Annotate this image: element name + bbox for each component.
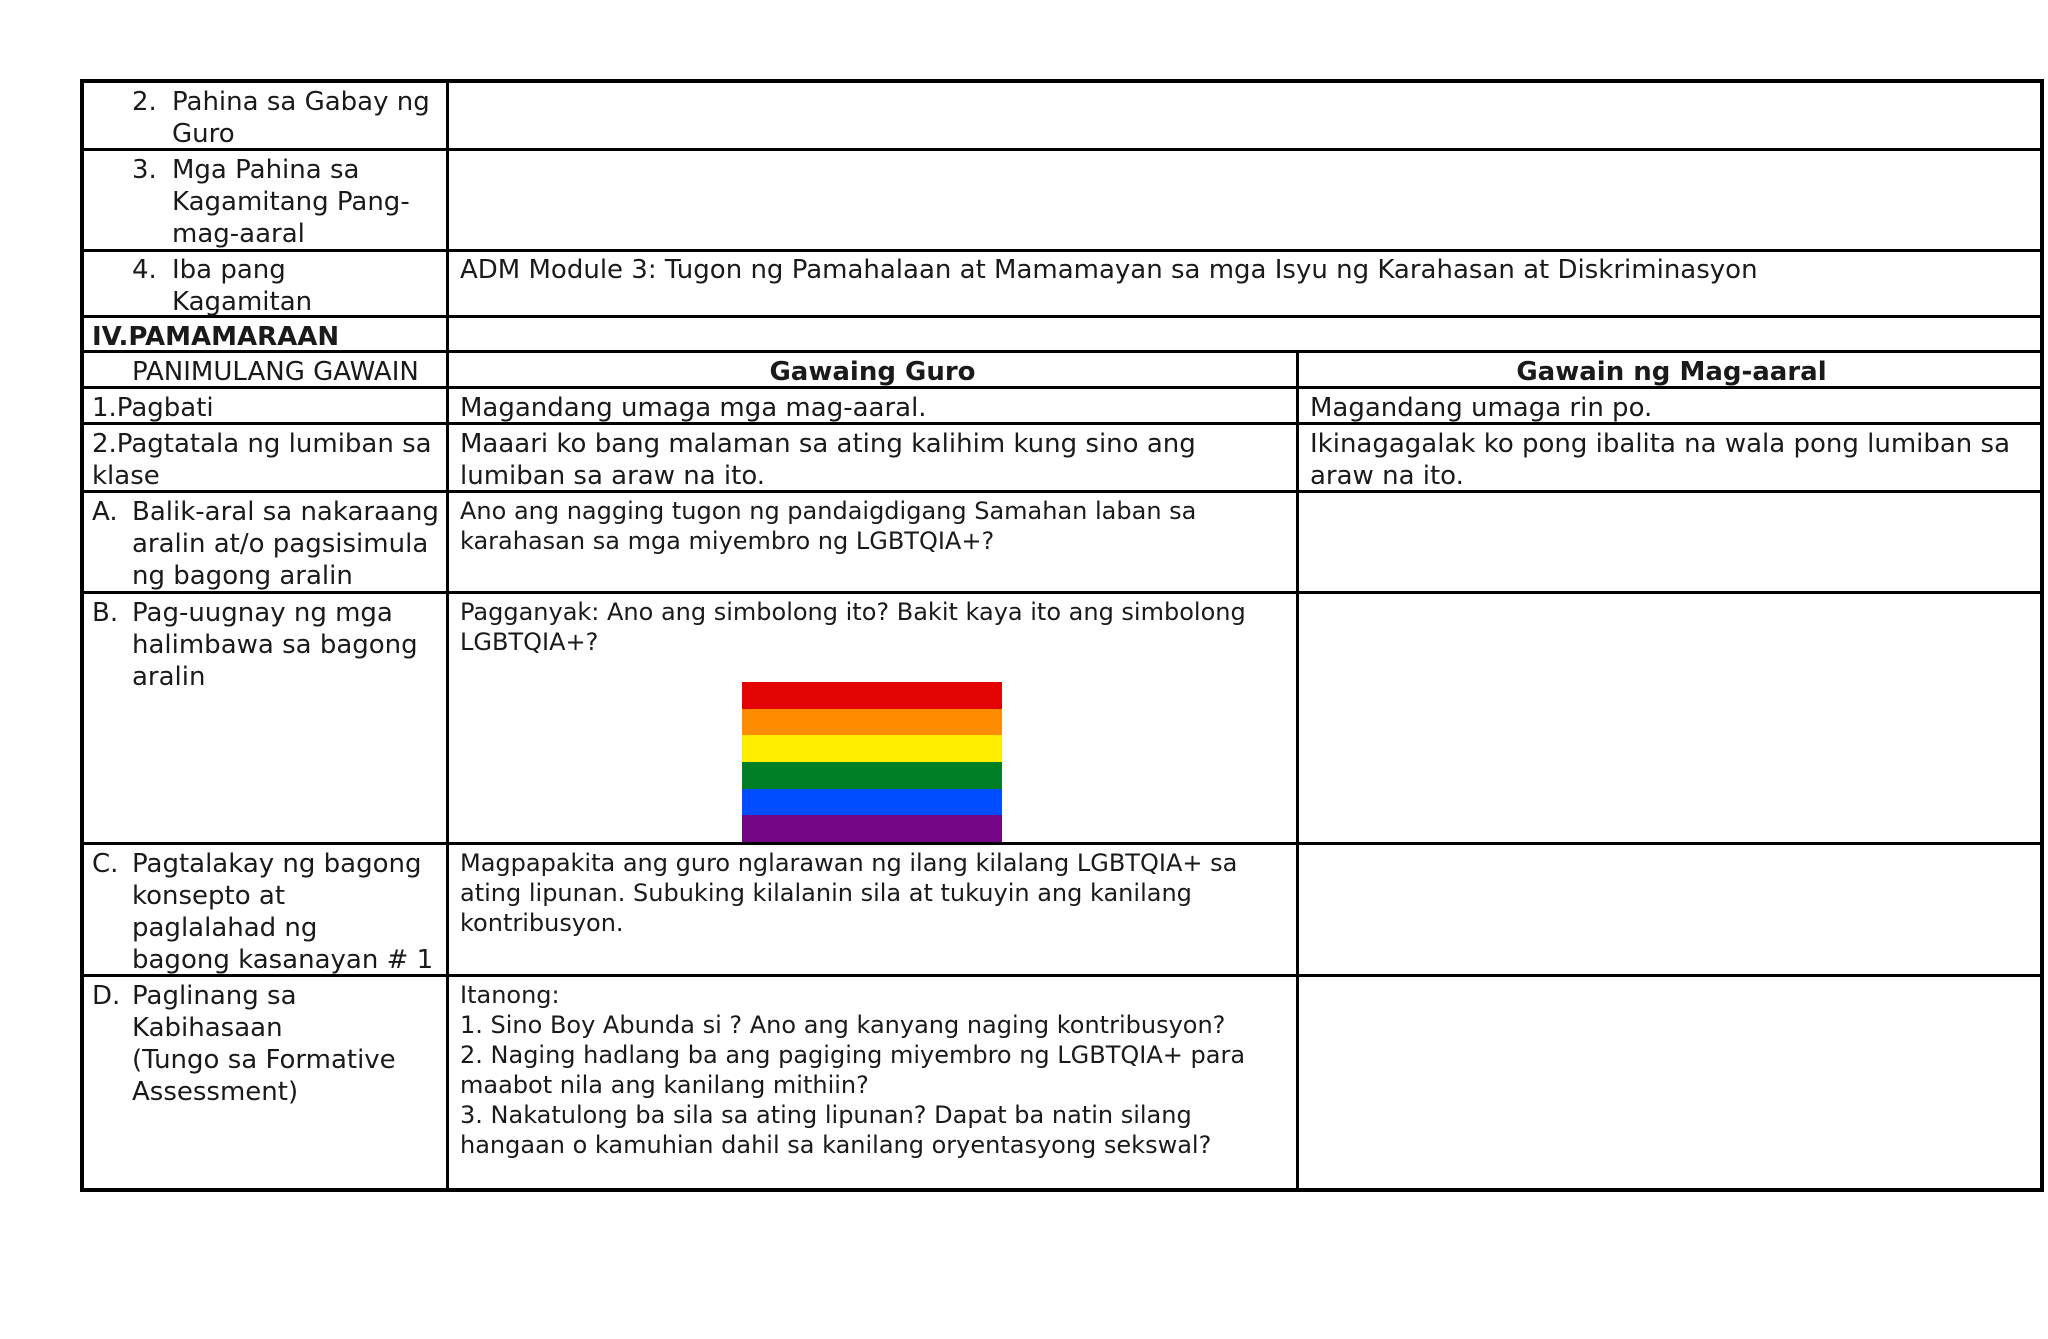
row-divider (80, 591, 2044, 594)
row-pagtatala-mag: araw na ito. (1310, 461, 1464, 491)
resource-3-label: Mga Pahina sa (172, 155, 360, 185)
row-pagbati-guro: Magandang umaga mga mag-aaral. (460, 393, 927, 423)
flag-stripe (742, 709, 1002, 736)
row-c-guro: ating lipunan. Subuking kilalanin sila at tukuyin ang kanilang (460, 879, 1192, 907)
row-a-guro: Ano ang nagging tugon ng pandaigdigang Samahan laban sa (460, 497, 1197, 525)
col-divider (446, 79, 449, 1192)
row-d-letter: D. (92, 981, 121, 1011)
resource-4-label: Iba pang (172, 255, 286, 285)
header-gawaing-guro: Gawaing Guro (769, 357, 976, 387)
resource-3-label: mag-aaral (172, 219, 305, 249)
row-d-guro: 2. Naging hadlang ba ang pagiging miyembro ng LGBTQIA+ para (460, 1041, 1246, 1069)
row-b-label: aralin (132, 662, 206, 692)
row-pagtatala-mag: Ikinagagalak ko pong ibalita na wala pong lumiban sa (1310, 429, 2011, 459)
row-d-guro: maabot nila ang kanilang mithiin? (460, 1071, 869, 1099)
row-c-label: Pagtalakay ng bagong (132, 849, 422, 879)
row-a-label: ng bagong aralin (132, 561, 353, 591)
row-divider (80, 842, 2044, 845)
row-divider (80, 249, 2044, 252)
row-pagtatala-guro: Maaari ko bang malaman sa ating kalihim kung sino ang (460, 429, 1196, 459)
section-title: IV.PAMAMARAAN (92, 322, 340, 352)
header-panimulang-gawain: PANIMULANG GAWAIN (132, 357, 419, 387)
flag-stripe (742, 789, 1002, 816)
row-d-guro: hangaan o kamuhian dahil sa kanilang oryentasyong sekswal? (460, 1131, 1212, 1159)
row-b-guro: LGBTQIA+? (460, 628, 599, 656)
row-c-label: bagong kasanayan # 1 (132, 945, 434, 975)
row-a-letter: A. (92, 497, 118, 527)
row-a-guro: karahasan sa mga miyembro ng LGBTQIA+? (460, 527, 995, 555)
resource-4-label: Kagamitan (172, 287, 313, 317)
row-b-label: halimbawa sa bagong (132, 630, 418, 660)
row-pagbati-label: 1.Pagbati (92, 393, 214, 423)
row-divider (80, 422, 2044, 425)
row-d-guro: 3. Nakatulong ba sila sa ating lipunan? Dapat ba natin silang (460, 1101, 1192, 1129)
row-c-guro: kontribusyon. (460, 909, 624, 937)
flag-stripe (742, 682, 1002, 709)
row-divider (80, 315, 2044, 318)
resource-2-label: Pahina sa Gabay ng (172, 87, 430, 117)
row-divider (80, 350, 2044, 353)
row-a-label: Balik-aral sa nakaraang (132, 497, 439, 527)
row-c-letter: C. (92, 849, 119, 879)
row-c-label: konsepto at (132, 881, 286, 911)
header-gawain-mag-aaral: Gawain ng Mag-aaral (1516, 357, 1827, 387)
row-c-guro: Magpapakita ang guro nglarawan ng ilang kilalang LGBTQIA+ sa (460, 849, 1238, 877)
row-pagtatala-guro: lumiban sa araw na ito. (460, 461, 766, 491)
resource-4-num: 4. (132, 255, 157, 285)
row-b-letter: B. (92, 598, 119, 628)
row-d-guro: Itanong: (460, 981, 560, 1009)
resource-4-value: ADM Module 3: Tugon ng Pamahalaan at Mamamayan sa mga Isyu ng Karahasan at Diskriminasyon (460, 255, 1758, 285)
row-a-label: aralin at/o pagsisimula (132, 529, 429, 559)
flag-stripe (742, 762, 1002, 789)
resource-2-label: Guro (172, 119, 235, 149)
col-divider (1296, 350, 1299, 1192)
row-d-label: (Tungo sa Formative (132, 1045, 396, 1075)
resource-2-num: 2. (132, 87, 157, 117)
row-divider (80, 148, 2044, 151)
rainbow-flag-image (742, 682, 1002, 842)
row-pagtatala-label: klase (92, 461, 160, 491)
row-pagtatala-label: 2.Pagtatala ng lumiban sa (92, 429, 432, 459)
row-d-label: Paglinang sa (132, 981, 297, 1011)
row-b-guro: Pagganyak: Ano ang simbolong ito? Bakit kaya ito ang simbolong (460, 598, 1246, 626)
flag-stripe (742, 815, 1002, 842)
row-c-label: paglalahad ng (132, 913, 318, 943)
resource-3-num: 3. (132, 155, 157, 185)
resource-3-label: Kagamitang Pang- (172, 187, 410, 217)
row-divider (80, 490, 2044, 493)
flag-stripe (742, 735, 1002, 762)
row-b-label: Pag-uugnay ng mga (132, 598, 393, 628)
row-d-label: Assessment) (132, 1077, 299, 1107)
row-d-label: Kabihasaan (132, 1013, 283, 1043)
row-d-guro: 1. Sino Boy Abunda si ? Ano ang kanyang naging kontribusyon? (460, 1011, 1226, 1039)
row-pagbati-mag: Magandang umaga rin po. (1310, 393, 1653, 423)
